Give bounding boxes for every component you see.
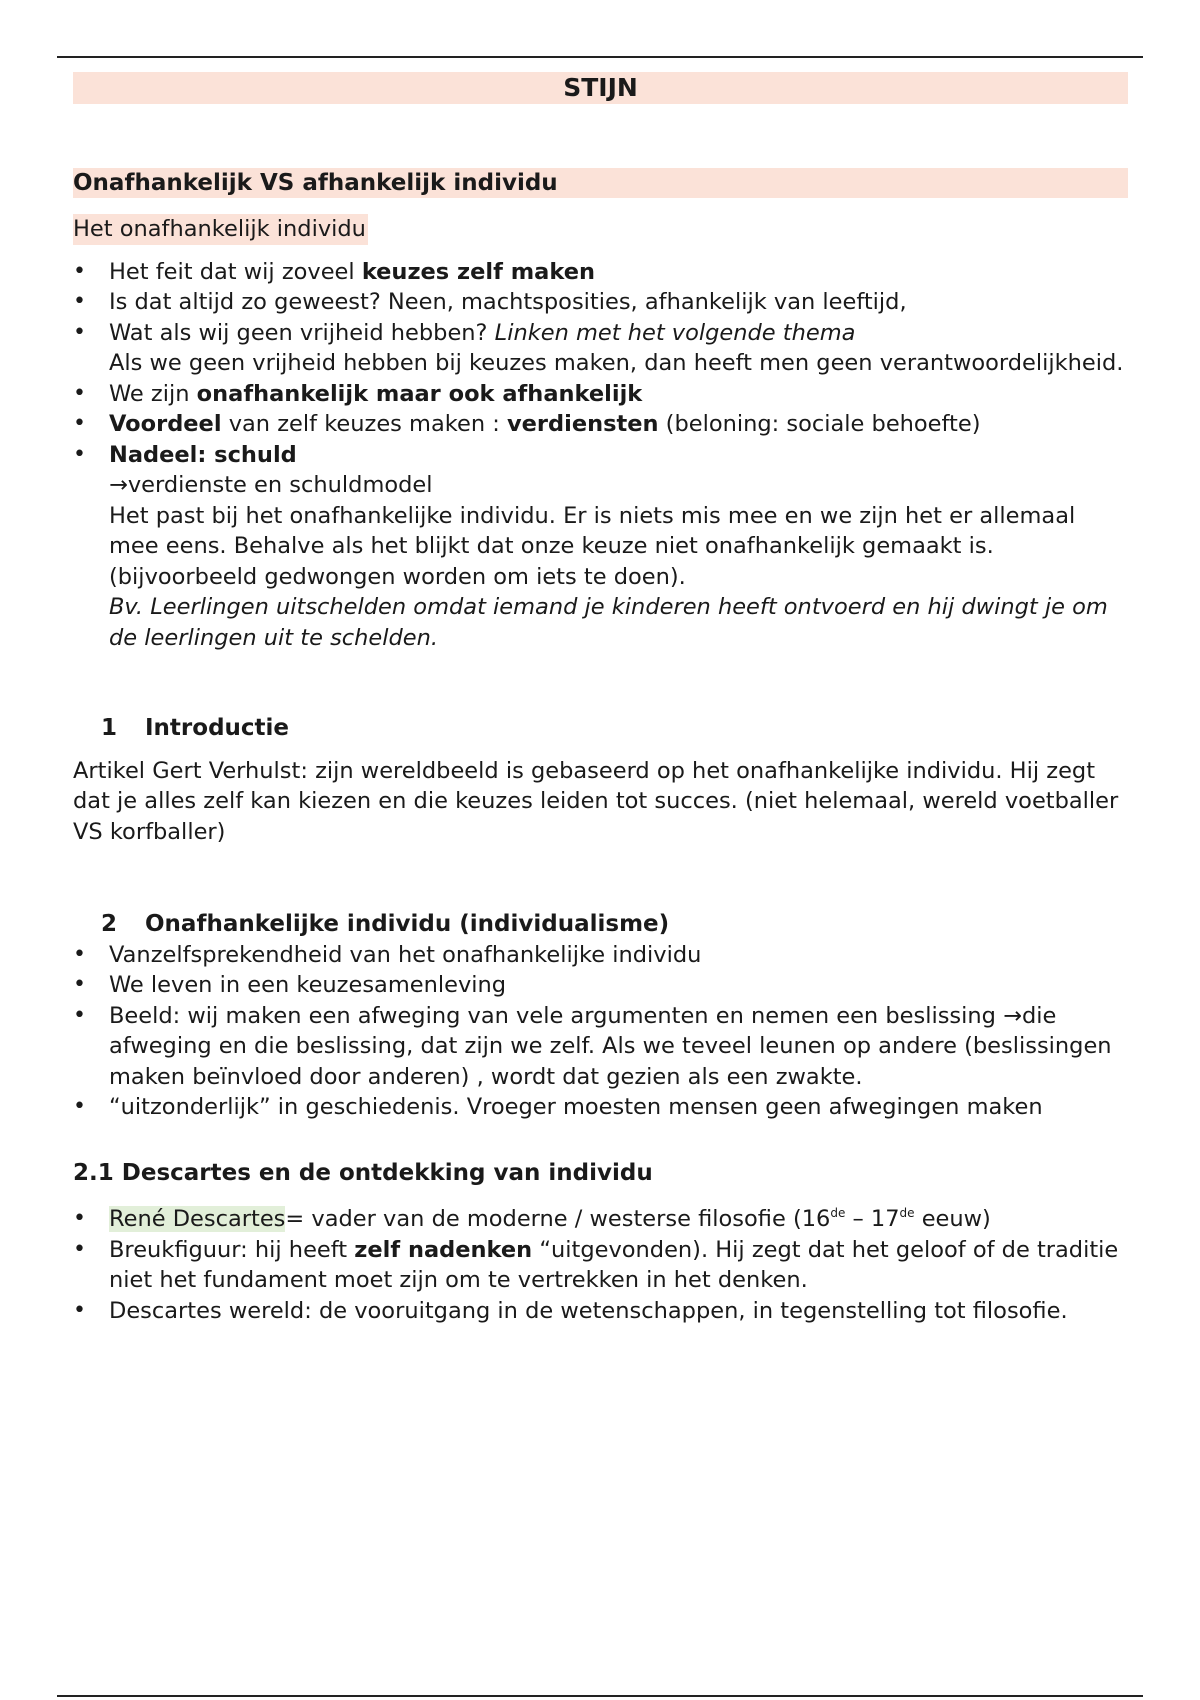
list-item: • Voordeel van zelf keuzes maken : verdiensten (beloning: sociale behoefte) (73, 409, 1128, 440)
list-item: • Beeld: wij maken een afweging van vele argumenten en nemen een beslissing →die afweging en die beslissing, dat zijn we zelf. Als we teveel leunen op andere (beslissingen maken beïnvloed door anderen) , wordt dat gezien als een zwakte. (73, 1001, 1128, 1093)
list-item: • “uitzonderlijk” in geschiedenis. Vroeger moesten mensen geen afwegingen maken (73, 1092, 1128, 1123)
document-title: STIJN (73, 72, 1128, 104)
section-1-heading: 1 Introductie (101, 715, 290, 741)
list-item: • We leven in een keuzesamenleving (73, 970, 1128, 1001)
main-heading: Onafhankelijk VS afhankelijk individu (73, 168, 1128, 198)
subheading: Het onafhankelijk individu (73, 214, 368, 245)
top-rule (57, 56, 1143, 58)
list-item: • Is dat altijd zo geweest? Neen, machtsposities, afhankelijk van leeftijd, (73, 287, 1128, 318)
bottom-rule (57, 1695, 1143, 1697)
list-item: • Breukfiguur: hij heeft zelf nadenken “uitgevonden). Hij zegt dat het geloof of de traditie niet het fundament moet zijn om te vertrekken in het denken. (73, 1235, 1128, 1296)
section-2-heading: 2 Onafhankelijke individu (individualisme) (101, 911, 670, 937)
section-2-list (73, 940, 1128, 1123)
list-item: • Nadeel: schuld →verdienste en schuldmodel Het past bij het onafhankelijke individu. Er is niets mis mee en we zijn het er allemaal mee eens. Behalve als het blijkt dat onze keuze niet onafhankelijk gemaakt is. (bijvoorbeeld gedwongen worden om iets te doen). Bv. Leerlingen uitschelden omdat iemand je kinderen heeft ontvoerd en hij dwingt je om de leerlingen uit te schelden. (73, 440, 1128, 654)
list-item: • Het feit dat wij zoveel keuzes zelf maken (73, 257, 1128, 288)
independent-individual-list (73, 257, 1128, 654)
list-item: • Descartes wereld: de vooruitgang in de wetenschappen, in tegenstelling tot filosofie. (73, 1296, 1128, 1327)
list-item: • We zijn onafhankelijk maar ook afhankelijk (73, 379, 1128, 410)
list-item: • René Descartes= vader van de moderne / westerse filosofie (16de – 17de eeuw) (73, 1204, 1128, 1235)
section-1-paragraph: Artikel Gert Verhulst: zijn wereldbeeld is gebaseerd op het onafhankelijke individu. Hij zegt dat je alles zelf kan kiezen en die keuzes leiden tot succes. (niet helemaal, wereld voetballer VS korfballer) (73, 757, 1119, 845)
document-body (73, 72, 1128, 1326)
highlighted-name: René Descartes (109, 1206, 286, 1232)
section-2-1-heading: 2.1 Descartes en de ontdekking van individu (73, 1159, 653, 1186)
section-2-1-list (73, 1204, 1128, 1326)
list-item: • Wat als wij geen vrijheid hebben? Linken met het volgende thema Als we geen vrijheid hebben bij keuzes maken, dan heeft men geen verantwoordelijkheid. (73, 318, 1128, 379)
list-item: • Vanzelfsprekendheid van het onafhankelijke individu (73, 940, 1128, 971)
